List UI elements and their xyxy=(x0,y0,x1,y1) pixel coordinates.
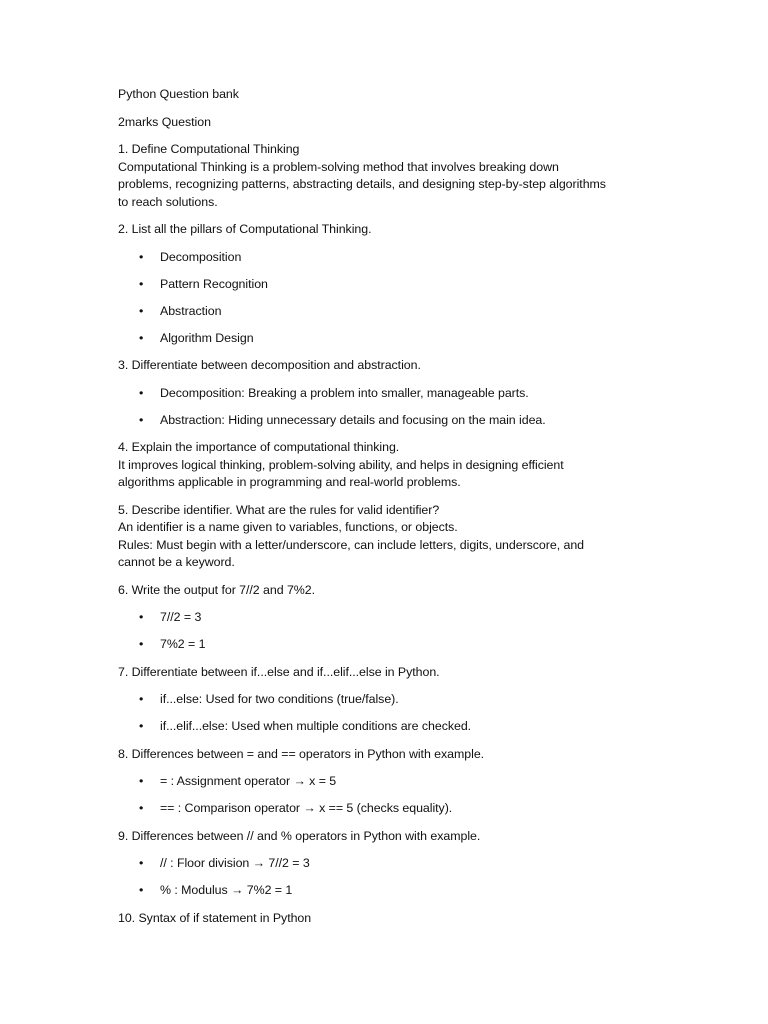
question-6 xyxy=(118,582,678,600)
question-4-text: 4. Explain the importance of computational thinking. xyxy=(118,440,400,454)
bullet-icon: • xyxy=(139,719,144,733)
bullet-icon: • xyxy=(139,692,144,706)
bullet-icon: • xyxy=(139,303,144,318)
list-item-text: Algorithm Design xyxy=(160,330,254,345)
answer-line: to reach solutions. xyxy=(118,194,218,209)
question-1 xyxy=(118,141,678,211)
list-item xyxy=(118,276,678,294)
list-item xyxy=(118,330,678,348)
question-1-text: 1. Define Computational Thinking xyxy=(118,142,300,156)
bullet-icon: • xyxy=(139,249,144,264)
bullet-icon: • xyxy=(139,856,144,870)
answer-line: Rules: Must begin with a letter/underscore, can include letters, digits, underscore, and xyxy=(118,537,585,552)
bullet-icon: • xyxy=(139,330,144,345)
list-item xyxy=(118,303,678,321)
list-item-text: Decomposition: Breaking a problem into smaller, manageable parts. xyxy=(160,385,529,400)
answer-line: Computational Thinking is a problem-solving method that involves breaking down xyxy=(118,159,559,174)
list-item-text: Decomposition xyxy=(160,249,242,264)
question-6-text: 6. Write the output for 7//2 and 7%2. xyxy=(118,582,315,597)
list-item xyxy=(118,882,678,900)
answer-line: algorithms applicable in programming and real-world problems. xyxy=(118,475,461,489)
list-item xyxy=(118,609,678,627)
question-9 xyxy=(118,828,678,846)
bullet-icon: • xyxy=(139,610,144,624)
list-item xyxy=(118,691,678,709)
bullet-icon: • xyxy=(139,276,144,291)
bullet-icon: • xyxy=(139,801,144,815)
list-item-text: Abstraction xyxy=(160,303,222,318)
question-4 xyxy=(118,439,678,492)
question-3-text: 3. Differentiate between decomposition and abstraction. xyxy=(118,358,421,372)
question-8-bullets xyxy=(118,773,678,818)
list-item xyxy=(118,855,678,873)
bullet-icon: • xyxy=(139,637,144,651)
list-item xyxy=(118,636,678,654)
question-2 xyxy=(118,221,678,239)
question-7 xyxy=(118,664,678,682)
list-item xyxy=(118,385,678,403)
question-8 xyxy=(118,746,678,764)
question-3-bullets xyxy=(118,385,678,430)
answer-line: An identifier is a name given to variables, functions, or objects. xyxy=(118,520,458,534)
list-item-text: 7//2 = 3 xyxy=(160,610,202,624)
question-9-text: 9. Differences between // and % operators in Python with example. xyxy=(118,828,481,843)
document-page xyxy=(118,86,678,937)
answer-line: It improves logical thinking, problem-solving ability, and helps in designing efficient xyxy=(118,457,564,472)
list-item-text: 7%2 = 1 xyxy=(160,637,206,651)
question-7-bullets xyxy=(118,691,678,736)
question-7-text: 7. Differentiate between if...else and if...elif...else in Python. xyxy=(118,664,440,679)
list-item xyxy=(118,412,678,430)
list-item xyxy=(118,249,678,267)
question-10-text: 10. Syntax of if statement in Python xyxy=(118,910,312,925)
title-text: Python Question bank xyxy=(118,87,239,101)
list-item-text: % : Modulus → 7%2 = 1 xyxy=(160,883,293,897)
list-item-text: // : Floor division → 7//2 = 3 xyxy=(160,856,310,870)
question-2-bullets xyxy=(118,249,678,348)
list-item-text: = : Assignment operator → x = 5 xyxy=(160,774,337,788)
answer-line: problems, recognizing patterns, abstracting details, and designing step-by-step algorithms xyxy=(118,177,606,191)
list-item xyxy=(118,718,678,736)
question-2-text: 2. List all the pillars of Computational Thinking. xyxy=(118,222,372,236)
section-text: 2marks Question xyxy=(118,114,211,129)
bullet-icon: • xyxy=(139,385,144,400)
question-3 xyxy=(118,357,678,375)
question-6-bullets xyxy=(118,609,678,654)
list-item-text: Pattern Recognition xyxy=(160,276,268,291)
document-title xyxy=(118,86,678,104)
list-item-text: if...else: Used for two conditions (true/false). xyxy=(160,692,399,706)
list-item-text: if...elif...else: Used when multiple conditions are checked. xyxy=(160,719,472,733)
question-8-text: 8. Differences between = and == operators in Python with example. xyxy=(118,746,485,761)
question-10 xyxy=(118,910,678,928)
section-heading xyxy=(118,114,678,132)
question-9-bullets xyxy=(118,855,678,900)
question-5-text: 5. Describe identifier. What are the rules for valid identifier? xyxy=(118,502,440,517)
bullet-icon: • xyxy=(139,412,144,427)
list-item-text: Abstraction: Hiding unnecessary details and focusing on the main idea. xyxy=(160,412,546,427)
question-5 xyxy=(118,502,678,572)
answer-line: cannot be a keyword. xyxy=(118,555,235,569)
list-item-text: == : Comparison operator → x == 5 (checks equality). xyxy=(160,801,453,815)
list-item xyxy=(118,800,678,818)
list-item xyxy=(118,773,678,791)
bullet-icon: • xyxy=(139,883,144,897)
bullet-icon: • xyxy=(139,774,144,788)
